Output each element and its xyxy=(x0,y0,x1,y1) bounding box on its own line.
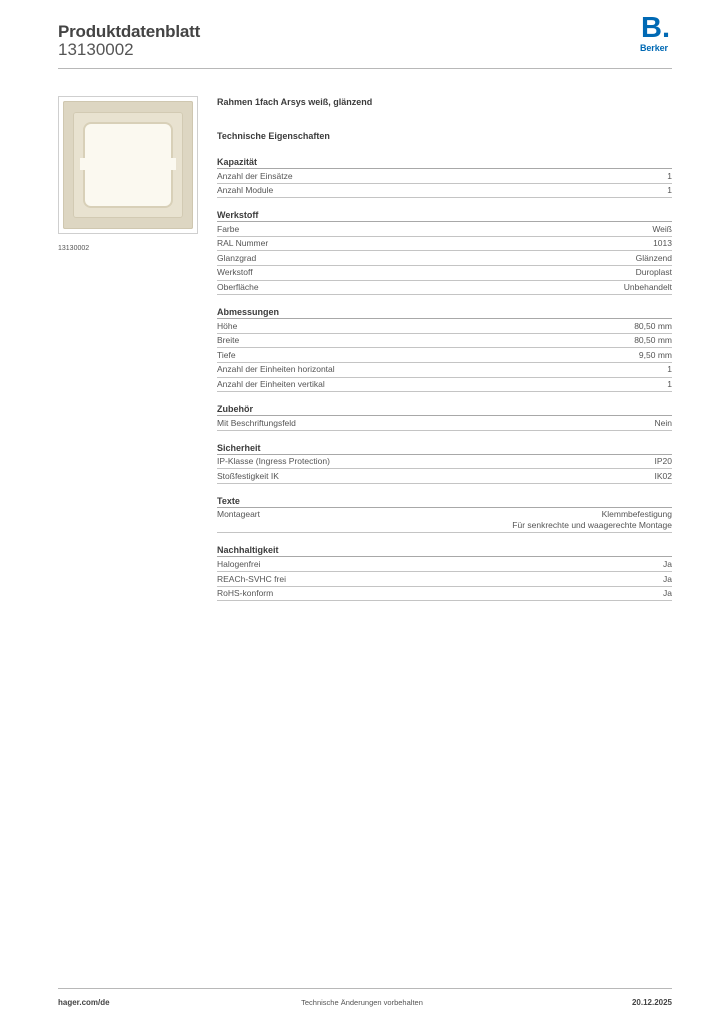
property-label: Montageart xyxy=(217,509,260,520)
property-row xyxy=(217,378,672,393)
footer-date: 20.12.2025 xyxy=(631,998,672,1007)
berker-logo xyxy=(639,12,673,54)
property-value-line: Ja xyxy=(663,573,672,584)
property-value-line: 1 xyxy=(667,185,672,196)
property-value-line: Ja xyxy=(663,558,672,569)
property-value xyxy=(655,418,672,429)
frame-clip-right xyxy=(170,158,176,170)
property-label: Breite xyxy=(217,335,240,346)
page-title: Produktdatenblatt xyxy=(58,22,201,41)
section xyxy=(217,403,672,431)
property-value xyxy=(667,364,672,375)
property-row xyxy=(217,319,672,334)
property-value xyxy=(624,282,672,293)
section xyxy=(217,306,672,392)
property-value-line: Ja xyxy=(663,588,672,599)
logo-letter: B. xyxy=(641,12,670,44)
property-label: RoHS-konform xyxy=(217,588,274,599)
property-value-line: 1 xyxy=(667,364,672,375)
property-label: Stoßfestigkeit IK xyxy=(217,470,279,481)
property-row xyxy=(217,587,672,602)
property-value-line: Weiß xyxy=(652,223,672,234)
property-value-line: 80,50 mm xyxy=(634,320,672,331)
product-name: Rahmen 1fach Arsys weiß, glänzend xyxy=(217,97,373,107)
property-row xyxy=(217,508,672,534)
footer-divider xyxy=(58,988,672,989)
property-label: Anzahl der Einheiten horizontal xyxy=(217,364,335,375)
property-label: Halogenfrei xyxy=(217,558,261,569)
section xyxy=(217,209,672,295)
property-row xyxy=(217,469,672,484)
property-label: Anzahl Module xyxy=(217,185,274,196)
property-value-line: 1 xyxy=(667,379,672,390)
property-value xyxy=(667,379,672,390)
image-caption: 13130002 xyxy=(58,245,90,252)
frame-clip-left xyxy=(80,158,86,170)
property-value xyxy=(653,238,672,249)
property-value-line: Für senkrechte und waagerechte Montage xyxy=(512,520,672,531)
properties-sections xyxy=(217,156,672,601)
property-value xyxy=(655,471,673,482)
frame-opening-picture xyxy=(85,124,171,206)
property-value-line: Unbehandelt xyxy=(623,282,672,293)
logo-text: Berker xyxy=(640,43,668,53)
property-label: Oberfläche xyxy=(217,282,259,293)
property-value-line: 80,50 mm xyxy=(634,335,672,346)
section xyxy=(217,495,672,534)
property-value-line: IP20 xyxy=(654,456,672,467)
property-value xyxy=(663,574,672,585)
property-label: Farbe xyxy=(217,223,240,234)
property-row xyxy=(217,572,672,587)
property-row xyxy=(217,455,672,470)
property-row xyxy=(217,416,672,431)
section-title: Kapazität xyxy=(217,156,672,169)
property-value xyxy=(512,509,672,531)
property-row xyxy=(217,348,672,363)
section-title: Nachhaltigkeit xyxy=(217,544,672,557)
property-row xyxy=(217,334,672,349)
property-row xyxy=(217,169,672,184)
property-value-line: Nein xyxy=(654,417,672,428)
property-label: Anzahl der Einheiten vertikal xyxy=(217,379,325,390)
property-value-line: Glänzend xyxy=(635,252,672,263)
header-divider xyxy=(58,68,672,69)
property-value xyxy=(667,185,672,196)
property-label: Höhe xyxy=(217,320,238,331)
property-value xyxy=(667,171,672,182)
property-label: IP-Klasse (Ingress Protection) xyxy=(217,456,330,467)
property-value xyxy=(634,321,672,332)
property-value xyxy=(663,559,672,570)
property-label: RAL Nummer xyxy=(217,238,269,249)
footer-notice: Technische Änderungen vorbehalten xyxy=(301,998,423,1007)
property-row xyxy=(217,266,672,281)
property-label: Anzahl der Einsätze xyxy=(217,170,293,181)
property-value-line: Duroplast xyxy=(635,267,672,278)
footer-website: hager.com/de xyxy=(58,998,110,1007)
property-row xyxy=(217,363,672,378)
property-row xyxy=(217,237,672,252)
section-title: Werkstoff xyxy=(217,209,672,222)
property-value xyxy=(634,335,672,346)
property-value-line: 9,50 mm xyxy=(638,349,672,360)
property-label: Tiefe xyxy=(217,349,236,360)
property-label: Mit Beschriftungsfeld xyxy=(217,417,296,428)
property-label: Glanzgrad xyxy=(217,252,257,263)
section xyxy=(217,156,672,198)
property-label: REACh-SVHC frei xyxy=(217,573,286,584)
property-row xyxy=(217,222,672,237)
property-row xyxy=(217,251,672,266)
property-value xyxy=(655,456,673,467)
property-value-line: 1 xyxy=(667,170,672,181)
section-title: Sicherheit xyxy=(217,442,672,455)
property-row xyxy=(217,281,672,296)
section-title: Texte xyxy=(217,495,672,508)
tech-properties-heading: Technische Eigenschaften xyxy=(217,131,330,141)
property-value xyxy=(636,267,672,278)
product-image xyxy=(58,96,198,234)
property-value xyxy=(652,224,672,235)
section xyxy=(217,544,672,601)
frame-outer-picture xyxy=(63,101,193,229)
property-value xyxy=(639,350,672,361)
property-value xyxy=(636,253,672,264)
property-value-line: Klemmbefestigung xyxy=(601,509,672,520)
section xyxy=(217,442,672,484)
section-title: Abmessungen xyxy=(217,306,672,319)
property-row xyxy=(217,184,672,199)
property-value-line: IK02 xyxy=(654,470,672,481)
property-value xyxy=(663,588,672,599)
product-number: 13130002 xyxy=(58,40,134,59)
property-row xyxy=(217,557,672,572)
property-label: Werkstoff xyxy=(217,267,253,278)
frame-mid-picture xyxy=(73,112,183,218)
property-value-line: 1013 xyxy=(653,238,672,249)
product-details xyxy=(217,96,672,601)
section-title: Zubehör xyxy=(217,403,672,416)
